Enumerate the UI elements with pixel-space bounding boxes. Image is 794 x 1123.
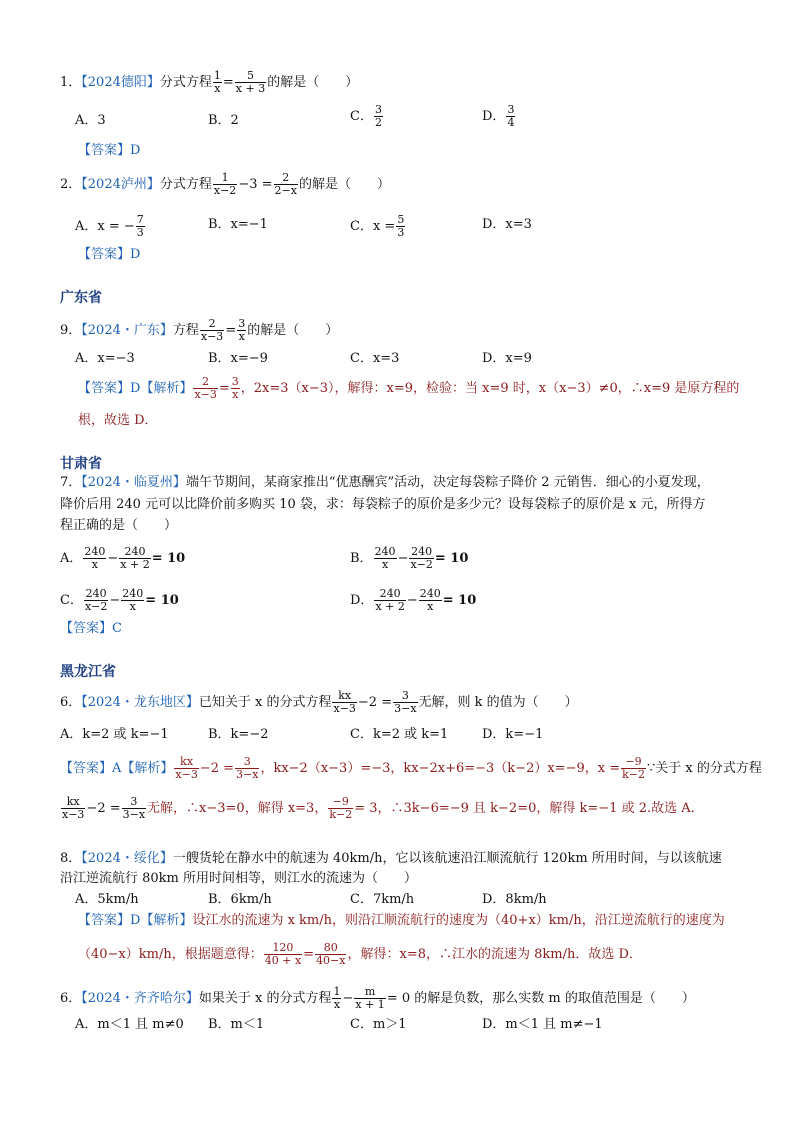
q8-stem-line-2: 沿江逆流航行 80km 所用时间相等，则江水的流速为（ ） [60, 871, 418, 886]
q9-solution-line-2: 根，故选 D． [78, 413, 158, 428]
section-heading-gansu: 甘肃省 [60, 456, 102, 472]
q6a-answer: 【答案】A [60, 761, 122, 776]
q6b-option-b: B．m＜1 [208, 1017, 265, 1032]
q7-option-b: B． $\frac{240}{x}$ − $\frac{240}{x-2}$ = 10 [350, 545, 469, 571]
q6b-option-c: C．m＞1 [350, 1017, 407, 1032]
section-heading-heilongjiang: 黑龙江省 [60, 664, 116, 680]
q1-option-b: B．2 [208, 113, 239, 128]
q2-fraction-2: $\frac{2}{2-x}$ [274, 171, 297, 197]
q2-stem: 2．【2024泸州】分式方程 $\frac{1}{x-2}$ −3 = $\frac{2}{2-x}$ 的解是（ ） [60, 171, 390, 197]
q1-stem-text: 分式方程 [159, 75, 212, 90]
q8-option-b: B．6km/h [208, 892, 272, 907]
q6a-solution-line-1: 【答案】A【解析】 $\frac{kx}{x-3}$ −2 = $\frac{3}{3-x}$ ，kx−2（x−3）=−3，kx−2x+6=−3（k−2）x=−9，x = $\frac{-9}{k-2}$ ∵关于 x 的分式方程 [60, 755, 762, 781]
q6b-option-d: D．m＜1 且 m≠−1 [482, 1017, 603, 1032]
q8-option-a: A．5km/h [75, 892, 139, 907]
q9-solution-line-1: 【答案】D【解析】 $\frac{2}{x-3}$ = $\frac{3}{x}$ ，2x=3（x−3），解得：x=9，检验：当 x=9 时，x（x−3）≠0，∴x=9 是原方程的 [78, 375, 740, 401]
q6a-source-tag: 【2024・龙东地区】 [81, 695, 199, 710]
q2-answer: 【答案】D [78, 247, 141, 262]
q6b-stem: 6．【2024・齐齐哈尔】如果关于 x 的分式方程 $\frac{1}{x}$ − $\frac{m}{x + 1}$ = 0 的解是负数，那么实数 m 的取值范围是（ ） [60, 985, 695, 1011]
q1-stem: 1．【2024德阳】分式方程 $\frac{1}{x}$ = $\frac{5}{x + 3}$ 的解是（ ） [60, 69, 359, 95]
q9-answer: 【答案】D [78, 381, 141, 396]
q6b-source-tag: 【2024・齐齐哈尔】 [81, 991, 199, 1006]
q7-option-d: D． $\frac{240}{x + 2}$ − $\frac{240}{x}$ = 10 [350, 587, 477, 613]
q8-solution-line-2: （40−x）km/h，根据题意得： $\frac{120}{40 + x}$ = $\frac{80}{40-x}$ ，解得：x=8，∴江水的流速为 8km/h．故选 D． [78, 941, 642, 967]
q1-option-c: C． $\frac{3}{2}$ [350, 103, 382, 129]
q6a-stem: 6．【2024・龙东地区】已知关于 x 的分式方程 $\frac{kx}{x-3}$ −2 = $\frac{3}{3-x}$ 无解，则 k 的值为（ ） [60, 689, 578, 715]
q1-fraction-2: $\frac{5}{x + 3}$ [235, 69, 266, 95]
q6a-solution-line-2: $\frac{kx}{x-3}$ −2 = $\frac{3}{3-x}$ 无解，∴x−3=0，解得 x=3， $\frac{-9}{k-2}$ = 3，∴3k−6=−9 且 k−2=0，解得 k=−1 或 2.故选 A． [62, 795, 704, 821]
q6a-option-b: B．k=−2 [208, 727, 269, 742]
q8-option-d: D．8km/h [482, 892, 547, 907]
q1-fraction-1: $\frac{1}{x}$ [213, 69, 221, 95]
q7-stem-line-3: 程正确的是（ ） [60, 518, 178, 533]
q8-option-c: C．7km/h [350, 892, 415, 907]
q8-answer: 【答案】D [78, 913, 141, 928]
q1-option-a: A．3 [75, 113, 106, 128]
q7-option-a: A． $\frac{240}{x}$ − $\frac{240}{x + 2}$ = 10 [60, 545, 186, 571]
q7-stem-line-1: 7．【2024・临夏州】端午节期间，某商家推出“优惠酬宾”活动，决定每袋粽子降价 2 元销售．细心的小夏发现， [60, 475, 710, 490]
q7-answer: 【答案】C [60, 621, 122, 636]
q8-source-tag: 【2024・绥化】 [81, 851, 173, 866]
q8-analysis-label: 【解析】 [140, 913, 193, 928]
q8-solution-line-1: 【答案】D【解析】设江水的流速为 x km/h，则沿江顺流航行的速度为（40+x）km/h，沿江逆流航行的速度为 [78, 913, 725, 928]
q6a-option-c: C．k=2 或 k=1 [350, 727, 449, 742]
q6a-option-a: A．k=2 或 k=−1 [60, 727, 169, 742]
q1-answer: 【答案】D [78, 143, 141, 158]
q2-option-c: C．x = $\frac{5}{3}$ [350, 213, 405, 239]
q2-option-a: A．x = − $\frac{7}{3}$ [75, 213, 144, 239]
q9-option-c: C．x=3 [350, 351, 400, 366]
q1-source-tag: 【2024德阳】 [81, 75, 160, 90]
q9-source-tag: 【2024・广东】 [81, 323, 173, 338]
q9-analysis-label: 【解析】 [140, 381, 193, 396]
q7-stem-line-2: 降价后用 240 元可以比降价前多购买 10 袋，求：每袋粽子的原价是多少元？设每袋粽子的原价是 x 元，所得方 [60, 497, 706, 512]
q9-option-d: D．x=9 [482, 351, 532, 366]
section-heading-guangdong: 广东省 [60, 290, 102, 306]
q9-option-b: B．x=−9 [208, 351, 268, 366]
q7-source-tag: 【2024・临夏州】 [81, 475, 186, 490]
q8-stem-line-1: 8．【2024・绥化】一艘货轮在静水中的航速为 40km/h，它以该航速沿江顺流航行 120km 所用时间，与以该航速 [60, 851, 722, 866]
q9-stem: 9．【2024・广东】方程 $\frac{2}{x-3}$ = $\frac{3}{x}$ 的解是（ ） [60, 317, 339, 343]
q1-option-d: D． $\frac{3}{4}$ [482, 103, 515, 129]
q9-option-a: A．x=−3 [75, 351, 135, 366]
q2-fraction-1: $\frac{1}{x-2}$ [213, 171, 237, 197]
q1-number: 1． [60, 75, 82, 90]
q6b-option-a: A．m＜1 且 m≠0 [75, 1017, 184, 1032]
q2-option-d: D．x=3 [482, 217, 532, 232]
q7-option-c: C． $\frac{240}{x-2}$ − $\frac{240}{x}$ = 10 [60, 587, 179, 613]
q6a-option-d: D．k=−1 [482, 727, 544, 742]
q6a-analysis-label: 【解析】 [121, 761, 174, 776]
q2-source-tag: 【2024泸州】 [81, 177, 160, 192]
q2-option-b: B．x=−1 [208, 217, 268, 232]
